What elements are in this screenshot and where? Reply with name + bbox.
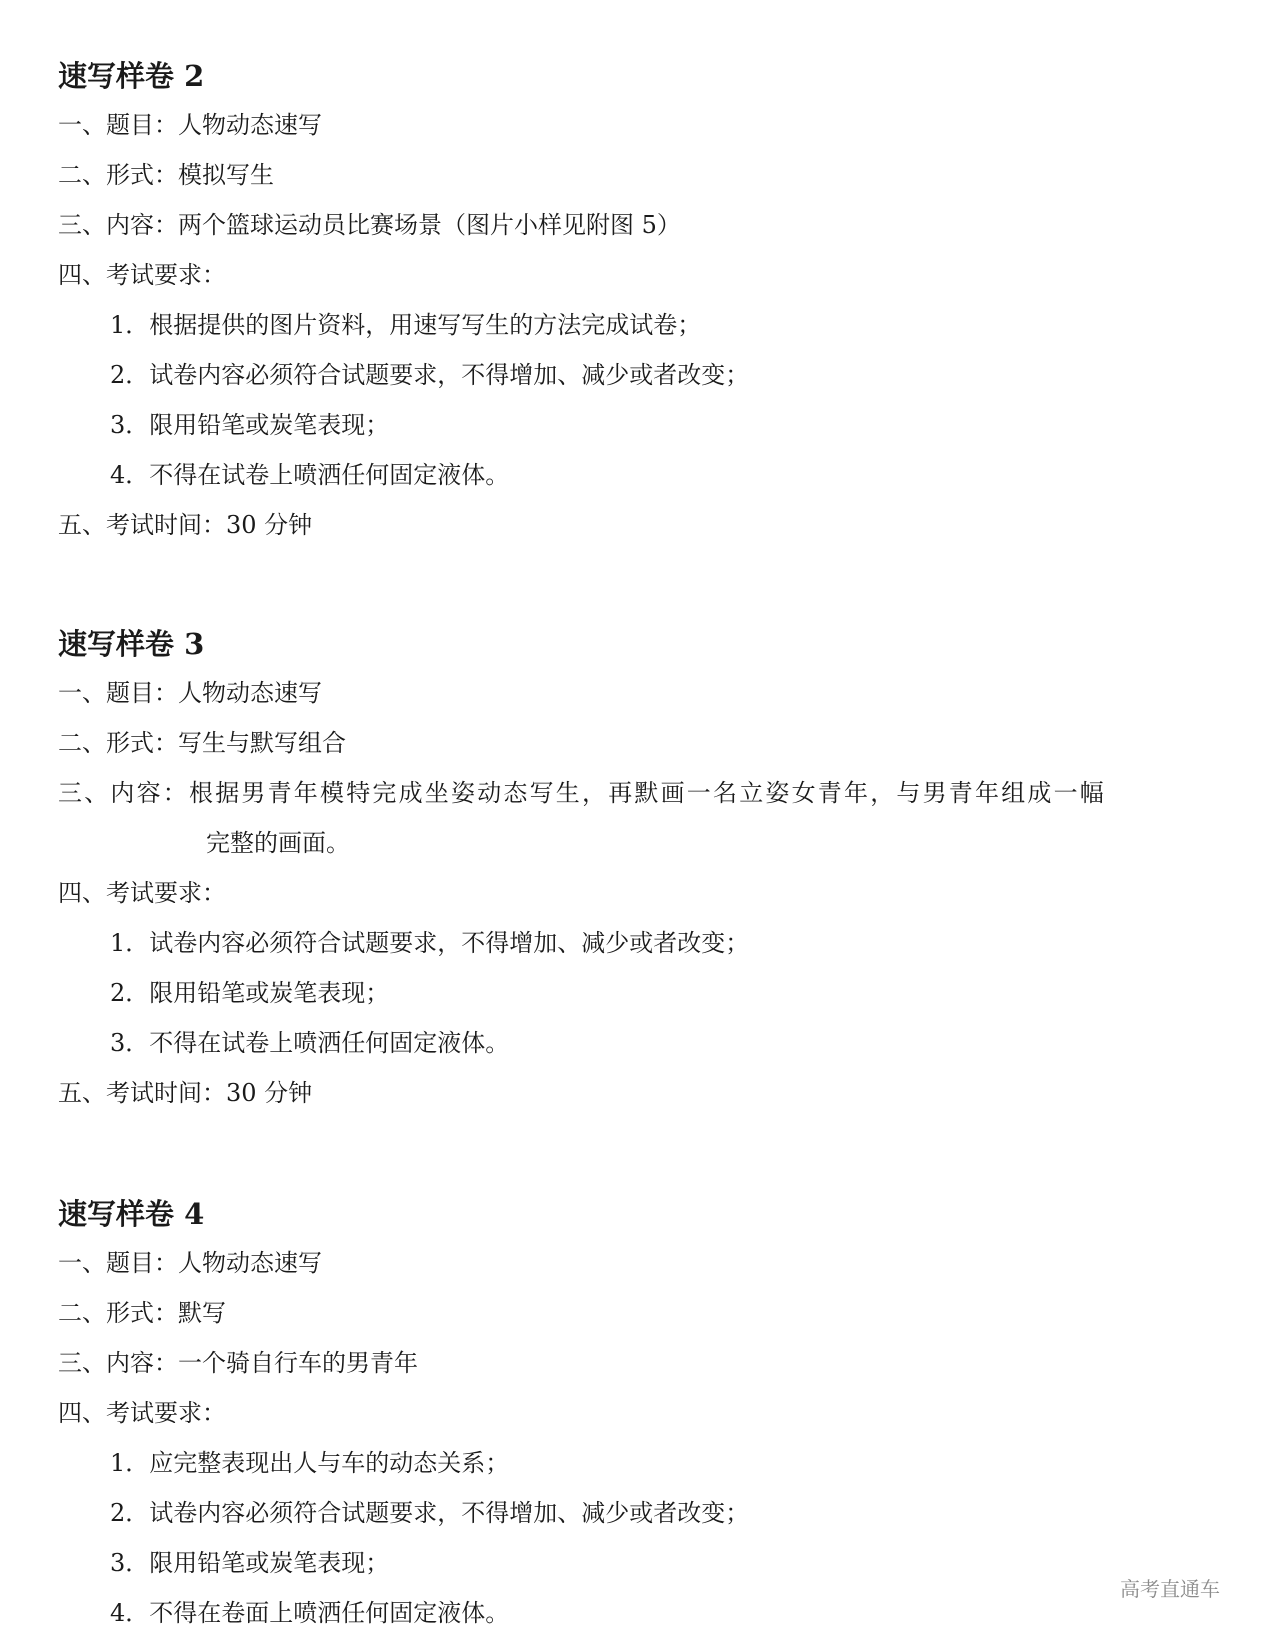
section-title: 速写样卷 3 bbox=[58, 627, 205, 661]
item-form: 二、形式：模拟写生 bbox=[58, 161, 274, 189]
item-topic: 一、题目：人物动态速写 bbox=[58, 679, 322, 707]
item-topic: 一、题目：人物动态速写 bbox=[58, 1249, 322, 1277]
requirement-item: 2．试卷内容必须符合试题要求，不得增加、减少或者改变； bbox=[110, 361, 750, 389]
item-form: 二、形式：写生与默写组合 bbox=[58, 729, 346, 757]
requirement-item: 4．不得在卷面上喷洒任何固定液体。 bbox=[110, 1599, 510, 1627]
item-content: 三、内容：根据男青年模特完成坐姿动态写生，再默画一名立姿女青年，与男青年组成一幅 bbox=[58, 779, 1106, 807]
item-content: 三、内容：一个骑自行车的男青年 bbox=[58, 1349, 418, 1377]
requirement-item: 4．不得在试卷上喷洒任何固定液体。 bbox=[110, 461, 510, 489]
item-requirements: 四、考试要求： bbox=[58, 879, 226, 907]
requirement-item: 2．试卷内容必须符合试题要求，不得增加、减少或者改变； bbox=[110, 1499, 750, 1527]
requirement-item: 1．试卷内容必须符合试题要求，不得增加、减少或者改变； bbox=[110, 929, 750, 957]
item-topic: 一、题目：人物动态速写 bbox=[58, 111, 322, 139]
requirement-item: 1．应完整表现出人与车的动态关系； bbox=[110, 1449, 510, 1477]
watermark: 高考直通车 bbox=[1120, 1577, 1220, 1601]
exam-section-2 bbox=[58, 58, 1238, 539]
item-content: 三、内容：两个篮球运动员比赛场景（图片小样见附图 5） bbox=[58, 211, 681, 239]
section-title: 速写样卷 4 bbox=[58, 1197, 205, 1231]
exam-section-3 bbox=[58, 626, 1238, 1107]
requirement-item: 3．限用铅笔或炭笔表现； bbox=[110, 411, 390, 439]
section-title: 速写样卷 2 bbox=[58, 59, 205, 93]
item-time: 五、考试时间：30 分钟 bbox=[58, 511, 313, 539]
item-requirements: 四、考试要求： bbox=[58, 1399, 226, 1427]
item-content-continued: 完整的画面。 bbox=[206, 829, 350, 857]
requirement-item: 3．不得在试卷上喷洒任何固定液体。 bbox=[110, 1029, 510, 1057]
item-time: 五、考试时间：30 分钟 bbox=[58, 1079, 313, 1107]
item-requirements: 四、考试要求： bbox=[58, 261, 226, 289]
requirement-item: 1．根据提供的图片资料，用速写写生的方法完成试卷； bbox=[110, 311, 702, 339]
item-form: 二、形式：默写 bbox=[58, 1299, 226, 1327]
requirement-item: 3．限用铅笔或炭笔表现； bbox=[110, 1549, 390, 1577]
requirement-item: 2．限用铅笔或炭笔表现； bbox=[110, 979, 390, 1007]
